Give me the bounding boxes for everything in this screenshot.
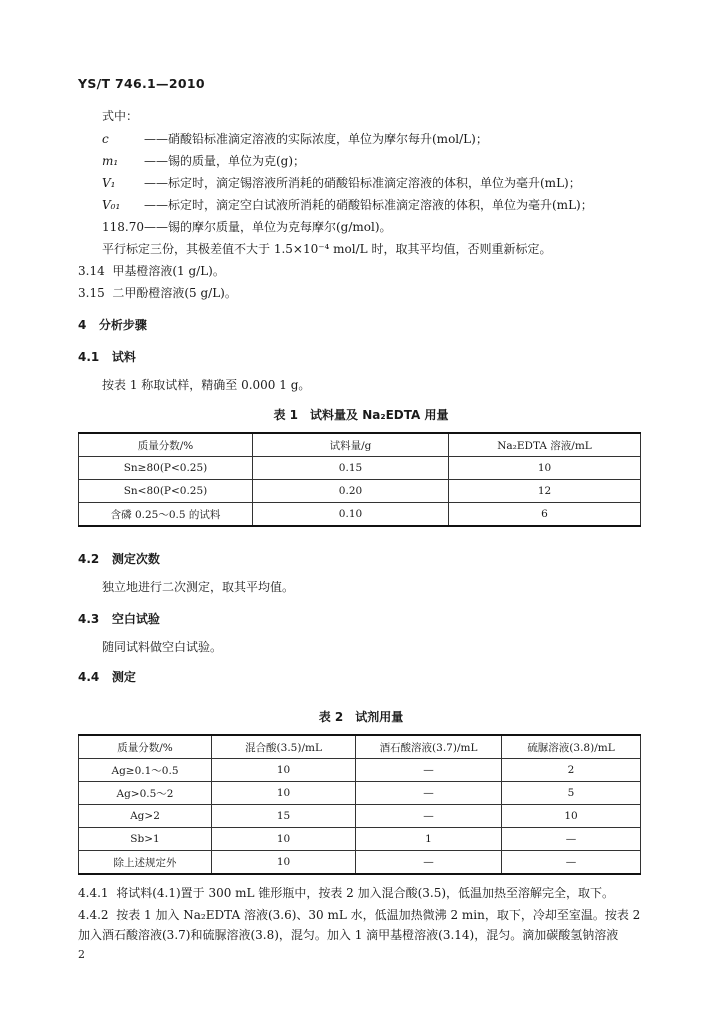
table-cell: 2: [502, 759, 641, 782]
term-symbol: m₁: [102, 154, 119, 168]
table-cell: 6: [449, 503, 641, 527]
item-text: 甲基橙溶液(1 g/L)。: [112, 264, 225, 278]
table-cell: 0.15: [253, 457, 449, 480]
step-4-4-2: [78, 906, 640, 923]
section-title: 测定: [111, 670, 136, 684]
table-cell: 1: [356, 828, 502, 851]
term-definition: ——硝酸铅标准滴定溶液的实际浓度，单位为摩尔每升(mol/L)；: [144, 132, 488, 146]
table-cell: 15: [212, 805, 356, 828]
parallel-note: 平行标定三份，其极差值不大于 1.5×10⁻⁴ mol/L 时，取其平均值，否则重新标定。: [102, 242, 552, 256]
table-row: [79, 828, 641, 851]
section-title: 测定次数: [111, 552, 160, 566]
step-number: 4.4.1: [78, 886, 109, 900]
table-header-cell: 质量分数/%: [79, 735, 212, 759]
table-cell: Sn<80(P<0.25): [79, 480, 253, 503]
section-number: 4: [78, 318, 87, 332]
section-4-2-heading: [78, 550, 160, 567]
table-header-cell: 质量分数/%: [79, 433, 253, 457]
term-v01: [102, 196, 593, 213]
section-4-1-heading: [78, 348, 136, 365]
table-cell: 10: [212, 759, 356, 782]
section-title: 分析步骤: [98, 318, 147, 332]
term-definition: ——标定时，滴定锡溶液所消耗的硝酸铅标准滴定溶液的体积，单位为毫升(mL)；: [144, 176, 581, 190]
item-text: 二甲酚橙溶液(5 g/L)。: [112, 286, 237, 300]
table-cell: 10: [212, 828, 356, 851]
section-4-heading: [78, 316, 147, 333]
item-3-15: [78, 284, 237, 301]
term-c: [102, 130, 488, 147]
page-number: 2: [78, 948, 85, 961]
table-cell: Sn≥80(P<0.25): [79, 457, 253, 480]
step-number: 4.4.2: [78, 908, 109, 922]
table-cell: —: [356, 851, 502, 875]
table-cell: —: [502, 851, 641, 875]
step-4-4-2-continued: 加入酒石酸溶液(3.7)和硫脲溶液(3.8)，混匀。加入 1 滴甲基橙溶液(3.14)，混匀。滴加碳酸氢钠溶液: [78, 928, 619, 942]
item-number: 3.15: [78, 286, 105, 300]
term-symbol: V₀₁: [102, 198, 121, 212]
table-header-cell: 混合酸(3.5)/mL: [212, 735, 356, 759]
section-number: 4.3: [78, 612, 100, 626]
section-4-3-body: 随同试料做空白试验。: [102, 640, 223, 654]
section-4-2-body: 独立地进行二次测定，取其平均值。: [102, 580, 295, 594]
section-number: 4.1: [78, 350, 100, 364]
section-4-3-heading: [78, 610, 160, 627]
table-row: [79, 503, 641, 527]
table-header-cell: 试料量/g: [253, 433, 449, 457]
table-cell: 除上述规定外: [79, 851, 212, 875]
term-symbol: c: [102, 132, 109, 146]
term-v1: [102, 174, 581, 191]
table-cell: —: [356, 782, 502, 805]
table-cell: 0.20: [253, 480, 449, 503]
table1: [78, 432, 641, 527]
table-cell: 5: [502, 782, 641, 805]
term-symbol: V₁: [102, 176, 116, 190]
step-text: 按表 1 加入 Na₂EDTA 溶液(3.6)、30 mL 水，低温加热微沸 2 min，取下，冷却至室温。按表 2: [116, 908, 641, 922]
table-row: [79, 457, 641, 480]
section-title: 试料: [111, 350, 136, 364]
table-cell: —: [356, 805, 502, 828]
table-cell: —: [356, 759, 502, 782]
table-header-cell: Na₂EDTA 溶液/mL: [449, 433, 641, 457]
table2-caption: 表 2 试剂用量: [318, 710, 404, 724]
table-header-cell: 硫脲溶液(3.8)/mL: [502, 735, 641, 759]
table-header-row: [79, 433, 641, 457]
section-number: 4.4: [78, 670, 100, 684]
section-4-4-heading: [78, 668, 136, 685]
formula-intro: 式中：: [102, 109, 139, 123]
table-cell: 10: [449, 457, 641, 480]
step-4-4-1: [78, 884, 614, 901]
table-row: [79, 480, 641, 503]
term-definition: ——锡的质量，单位为克(g)；: [144, 154, 306, 168]
table-row: [79, 782, 641, 805]
table-cell: Sb>1: [79, 828, 212, 851]
table-row: [79, 851, 641, 875]
table-row: [79, 759, 641, 782]
table-cell: 含磷 0.25～0.5 的试料: [79, 503, 253, 527]
section-title: 空白试验: [111, 612, 160, 626]
table-cell: 0.10: [253, 503, 449, 527]
standard-header: YS/T 746.1—2010: [78, 76, 205, 91]
term-m1: [102, 152, 305, 169]
table-cell: Ag>2: [79, 805, 212, 828]
table2: [78, 734, 641, 875]
table-cell: Ag≥0.1～0.5: [79, 759, 212, 782]
term-definition: ——标定时，滴定空白试液所消耗的硝酸铅标准滴定溶液的体积，单位为毫升(mL)；: [144, 198, 593, 212]
table-header-row: [79, 735, 641, 759]
term-molar-mass: [102, 218, 392, 235]
table-header-cell: 酒石酸溶液(3.7)/mL: [356, 735, 502, 759]
step-text: 将试料(4.1)置于 300 mL 锥形瓶中，按表 2 加入混合酸(3.5)，低温加热至溶解完全，取下。: [116, 886, 615, 900]
section-number: 4.2: [78, 552, 100, 566]
table-row: [79, 805, 641, 828]
table1-caption: 表 1 试料量及 Na₂EDTA 用量: [273, 408, 449, 422]
table-cell: —: [502, 828, 641, 851]
table-cell: 12: [449, 480, 641, 503]
term-definition: ——锡的摩尔质量，单位为克每摩尔(g/mol)。: [144, 220, 392, 234]
table-cell: 10: [212, 782, 356, 805]
table-cell: 10: [502, 805, 641, 828]
term-symbol: 118.70: [102, 220, 144, 234]
table-cell: Ag>0.5～2: [79, 782, 212, 805]
section-4-1-body: 按表 1 称取试样，精确至 0.000 1 g。: [102, 378, 311, 392]
item-3-14: [78, 262, 225, 279]
table-cell: 10: [212, 851, 356, 875]
item-number: 3.14: [78, 264, 105, 278]
